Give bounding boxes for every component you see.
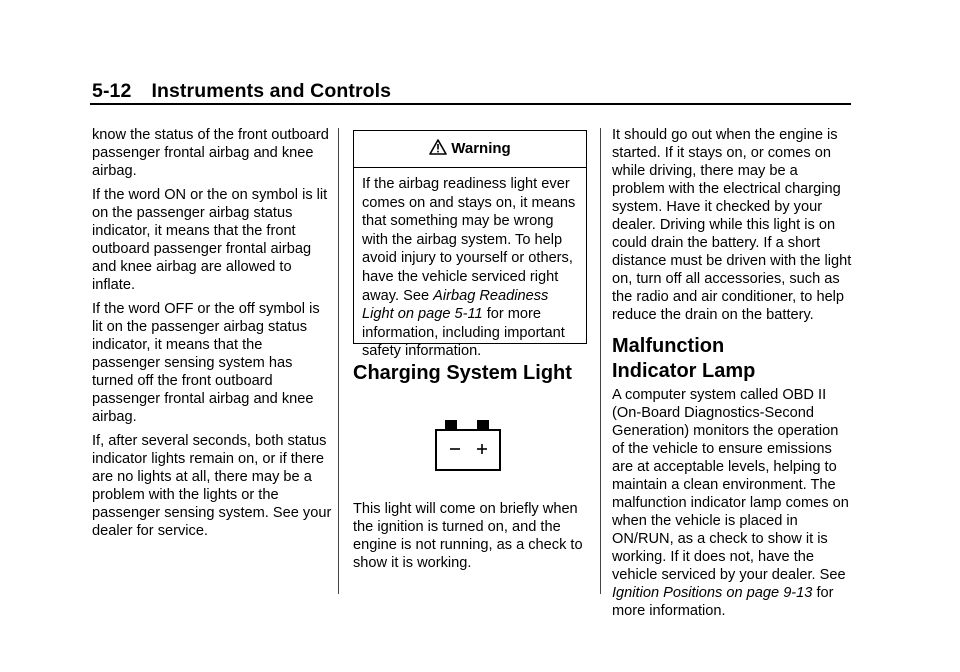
malfunction-heading	[612, 334, 755, 384]
cross-reference-link[interactable]: Airbag Readiness Light on page 5-11	[362, 287, 549, 323]
warning-text: If the airbag readiness light ever comes on and stays on, it means that something may be wrong with the airbag system. To help avoid injury to yourself or others, have the vehicle serviced right away. See	[362, 176, 576, 304]
col1-paragraph: If the word OFF or the off symbol is lit on the passenger airbag status indicator, it means that the passenger sensing system has turned off the front outboard passenger frontal airbag and knee airbag.	[92, 301, 320, 425]
charging-text: This light will come on briefly when the ignition is turned on, and the engine is not running, as a check to show it is working.	[353, 501, 583, 571]
col1-paragraph: know the status of the front outboard passenger frontal airbag and knee airbag.	[92, 127, 329, 179]
heading-line: Malfunction	[612, 335, 725, 357]
malfunction-text	[612, 386, 852, 620]
warning-triangle-icon	[429, 139, 447, 155]
warning-title: Warning	[451, 140, 511, 157]
charging-heading: Charging System Light	[353, 362, 572, 384]
column-divider	[338, 128, 339, 594]
battery-icon	[431, 420, 505, 474]
page-header	[92, 80, 391, 103]
body-text: A computer system called OBD II (On-Board Diagnostics-Second Generation) monitors the operation of the vehicle to ensure emissions are at acceptable levels, helping to maintain a clean environment. The malfunction indicator lamp comes on when the vehicle is placed in ON/RUN, as a check to show it is working. If it does not, have the vehicle serviced by your dealer. See	[612, 387, 849, 583]
section-title: Instruments and Controls	[151, 80, 392, 102]
column-1	[92, 126, 332, 546]
warning-body	[354, 168, 586, 361]
header-rule	[90, 103, 851, 105]
body-text: for more information.	[612, 585, 834, 619]
page-number: 5-12	[92, 80, 132, 102]
col1-paragraph: If the word ON or the on symbol is lit on the passenger airbag status indicator, it means that the front outboard passenger frontal airbag and knee airbag are allowed to inflate.	[92, 187, 328, 293]
col1-paragraph: If, after several seconds, both status indicator lights remain on, or if there are no lights at all, there may be a problem with the lights or the passenger sensing system. See your dealer for service.	[92, 433, 332, 539]
col3-paragraph: It should go out when the engine is started. If it stays on, or comes on while driving, there may be a problem with the electrical charging system. Have it checked by your dealer. Driving while this light is on could drain the battery. If a short distance must be driven with the light on, turn off all accessories, such as the radio and air conditioner, to help reduce the drain on the battery.	[612, 127, 852, 323]
warning-header	[354, 131, 586, 168]
warning-box	[353, 130, 587, 360]
column-divider	[600, 128, 601, 594]
column-3	[612, 126, 852, 330]
heading-line: Indicator Lamp	[612, 360, 756, 382]
warning-text: for more information, including important safety information.	[362, 306, 565, 360]
cross-reference-link[interactable]: Ignition Positions on page 9-13	[612, 585, 813, 601]
